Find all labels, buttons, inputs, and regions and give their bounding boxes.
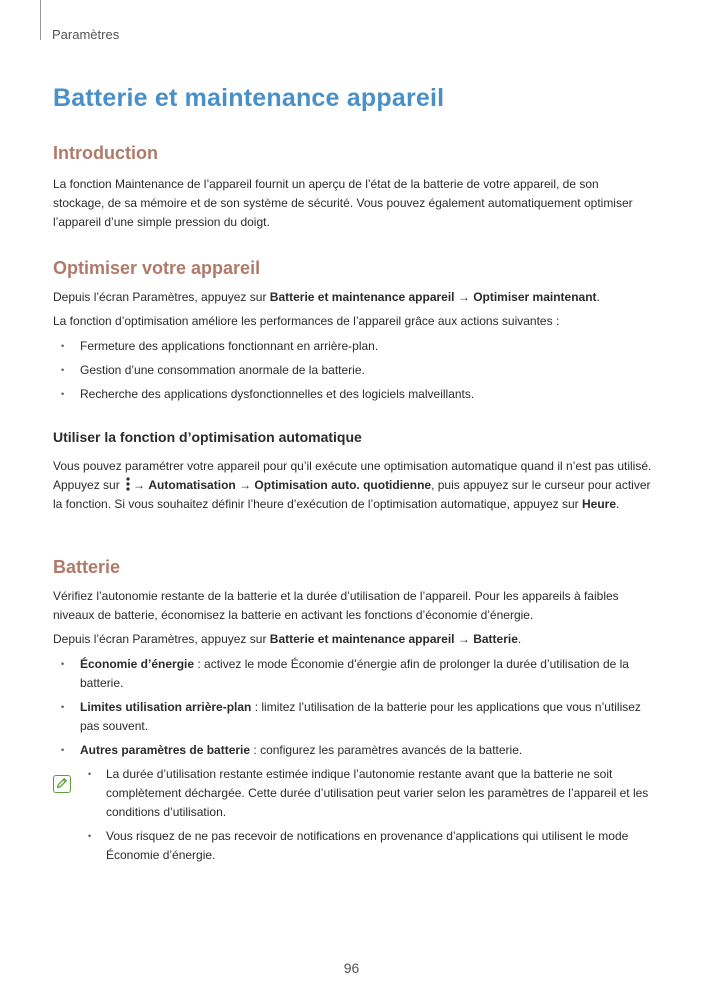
list-item: • Recherche des applications dysfonctionnelles et des logiciels malveillants. <box>53 385 653 404</box>
battery-step-item1: Batterie et maintenance appareil <box>269 632 455 646</box>
option-desc: : limitez l’utilisation de la batterie pour les applications que vous n’utilisez pas souvent. <box>80 700 641 733</box>
battery-step-item2: Batterie <box>473 632 518 646</box>
optimize-heading: Optimiser votre appareil <box>53 258 261 278</box>
section-label: Paramètres <box>52 27 120 42</box>
header-divider <box>40 0 41 40</box>
auto-text-a: Vous pouvez paramétrer votre appareil pour qu’il exécute une optimisation automatique quand il n’est pas utilisé. Appuyez sur <box>53 459 652 492</box>
list-item <box>53 698 653 736</box>
battery-options <box>53 655 653 760</box>
auto-text-b: , puis appuyez sur le curseur pour activer la fonction. Si vous souhaitez définir l’heure d’exécution de l’optimisation automatique, appuyez sur <box>53 478 651 511</box>
auto-item1: Automatisation <box>148 478 236 492</box>
auto-heading: Utiliser la fonction d’optimisation automatique <box>53 429 362 445</box>
page-number: 96 <box>343 960 360 976</box>
auto-item2: Optimisation auto. quotidienne <box>254 478 432 492</box>
list-item: • Gestion d’une consommation anormale de la batterie. <box>53 361 653 380</box>
option-label: Limites utilisation arrière-plan <box>80 700 252 714</box>
optimize-step-prefix: Depuis l’écran Paramètres, appuyez sur <box>53 290 270 304</box>
intro-text: La fonction Maintenance de l’appareil fournit un aperçu de l’état de la batterie de votre appareil, de son stockage, de sa mémoire et de son système de sécurité. Vous pouvez également automatiquement optimiser l’appareil d’une simple pression du doigt. <box>53 177 633 229</box>
list-item: • La durée d’utilisation restante estimée indique l’autonomie restante avant que la batterie ne soit complètement déchargée. Cette durée d’utilisation peut varier selon les paramètres de l’appareil et les conditions d’utilisation. <box>53 765 653 822</box>
battery-step <box>53 630 653 649</box>
battery-text: Vérifiez l’autonomie restante de la batterie et la durée d’utilisation de l’appareil. Pour les appareils à faibles niveaux de batterie, économisez la batterie en activant les fonctions d’économie d’énergie. <box>53 589 619 622</box>
battery-step-suffix: . <box>517 632 522 646</box>
option-desc: : activez le mode Économie d’énergie afin de prolonger la durée d’utilisation de la batterie. <box>80 657 629 690</box>
intro-heading: Introduction <box>53 143 158 163</box>
optimize-section <box>53 259 653 409</box>
auto-text <box>53 457 653 514</box>
more-options-icon <box>126 477 130 491</box>
note-list <box>53 765 653 865</box>
page-title: Batterie et maintenance appareil <box>53 84 445 112</box>
option-desc: : configurez les paramètres avancés de la batterie. <box>250 743 523 757</box>
auto-section <box>53 428 653 514</box>
battery-step-prefix: Depuis l’écran Paramètres, appuyez sur <box>53 632 270 646</box>
optimize-bullets <box>53 337 653 404</box>
list-item: • Vous risquez de ne pas recevoir de notifications en provenance d’applications qui utilisent le mode Économie d’énergie. <box>53 827 653 865</box>
auto-arrow-2: → <box>235 478 255 492</box>
optimize-desc: La fonction d’optimisation améliore les performances de l’appareil grâce aux actions suivantes : <box>53 314 560 328</box>
list-item <box>53 741 653 760</box>
note-block <box>53 765 653 865</box>
battery-arrow: → <box>454 632 474 646</box>
auto-item3: Heure <box>581 497 616 511</box>
intro-section <box>53 144 653 232</box>
list-item <box>53 655 653 693</box>
option-label: Économie d’énergie <box>80 657 195 671</box>
option-label: Autres paramètres de batterie <box>80 743 251 757</box>
auto-text-c: . <box>616 497 620 511</box>
optimize-step-suffix: . <box>596 290 600 304</box>
battery-heading: Batterie <box>53 557 121 577</box>
battery-section <box>53 558 653 870</box>
auto-arrow-1: → <box>133 478 149 492</box>
optimize-step-item2: Optimiser maintenant <box>473 290 597 304</box>
optimize-step-item1: Batterie et maintenance appareil <box>269 290 455 304</box>
list-item: • Fermeture des applications fonctionnant en arrière-plan. <box>53 337 653 356</box>
optimize-step <box>53 288 653 307</box>
optimize-arrow: → <box>454 290 474 304</box>
